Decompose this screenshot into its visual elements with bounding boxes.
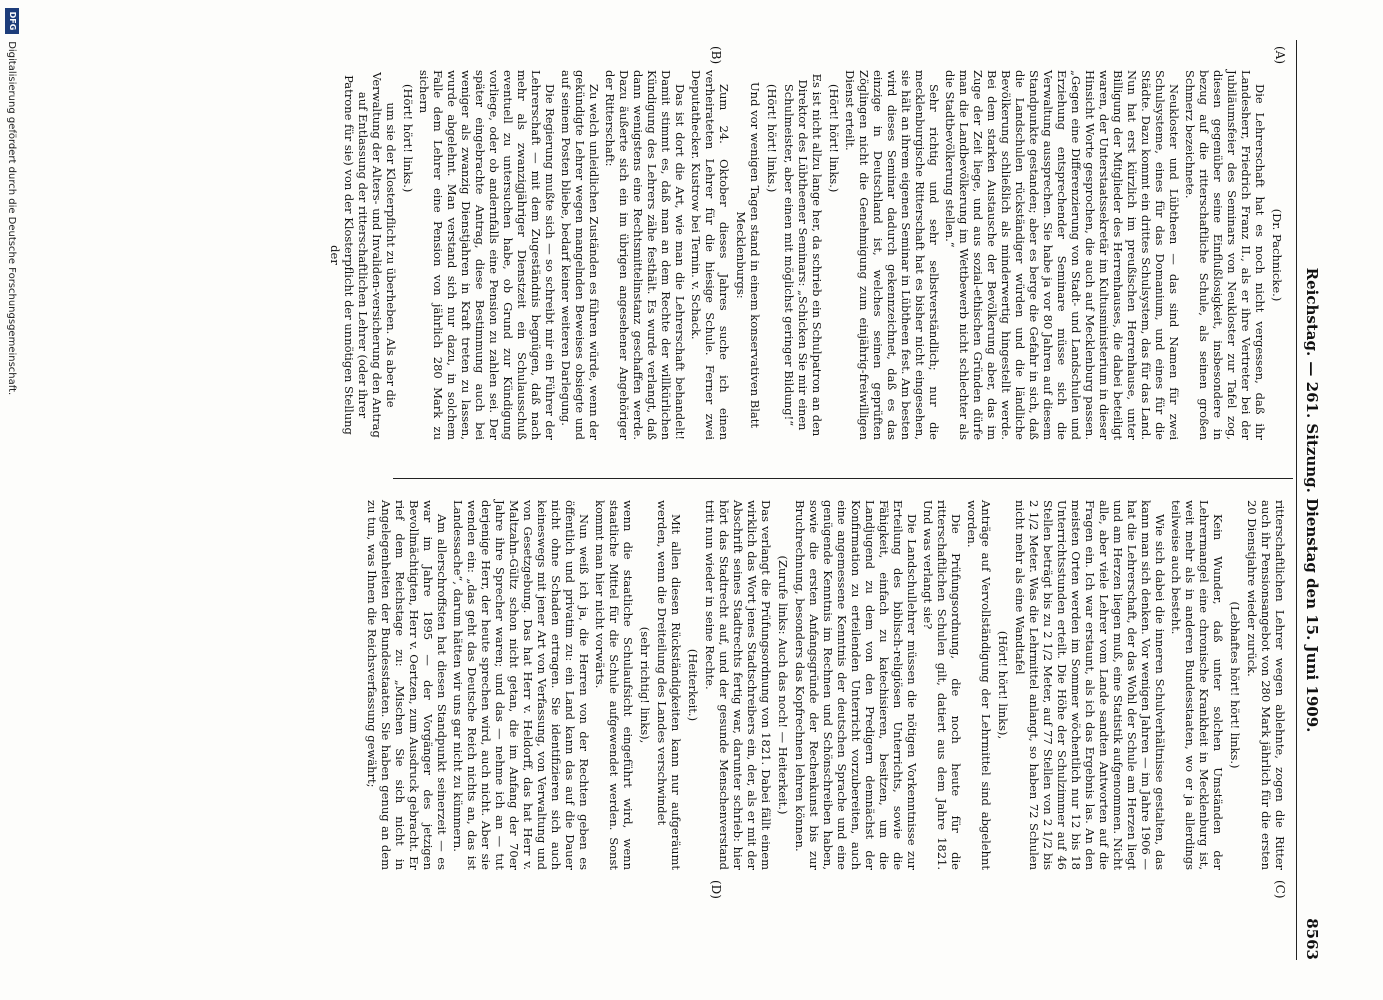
interjection: Es ist nicht allzu lange her, da schrieb ein Schulpatron an den Direktor des Lübtheener Seminars: „Schicken Sie mir einen Schulmeister, aber einen mit möglichst geringer Bildung!“ (782, 73, 824, 437)
speaker-label: (Dr. Pachnicke.) (1270, 208, 1284, 302)
paragraph: Nun weiß ich ja, die Herren von der Rechten geben es öffentlich und privatim zu: ein Land kann das auf die Dauer nicht ohne Schaden ertragen. Sie identifizieren sich auch keineswegs mit jener Art von Verfassung, von Verwaltung und von Gesetzgebung. Das hat Herr v. Heldorff, das hat Herr v. Maltzahn-Gültz schon nicht getan, die im Anfang der 70er Jahre ihre Sprecher waren; und das — nehme ich an — tut derjenige Herr, der heute sprechen wird, auch nicht. Aber sie wenden ein: „das geht das Deutsche Reich nichts an, das ist Landessache“, darum hätten wir uns gar nicht zu kümmern. (451, 500, 591, 870)
paragraph: Zum 24. Oktober dieses Jahres suche ich einen verheirateten Lehrer für die hiesige Schule. Ferner zwei Deputathecker. Kustrow bei Ternin. v. Schack. (689, 70, 731, 440)
paragraph: ritterschaftlichen Lehrer wegen ablehnte, zogen die Ritter auch ihr Pensionsangebot von 280 Mark jährlich für die ersten 20 Dienstjahre wieder zurück. (1245, 500, 1287, 870)
left-column (328, 70, 1287, 440)
dfg-logo: DFG (5, 8, 19, 34)
paragraph: Sehr richtig und sehr selbstverständlich; nur die mecklenburgische Ritterschaft hat es bisher nicht eingesehen, sie hält an ihrem eigenen Seminar in Lübtheen fest. Am besten wird dieses Seminar dadurch gekennzeichnet, daß es das einzige in Deutschland ist, welches seinen geprüften Zöglingen nicht die Genehmigung zum einjährig-freiwilligen Dienst erteilt. (843, 70, 941, 440)
interjection: Und vor wenigen Tagen stand in einem konservativen Blatt Mecklenburgs: (734, 81, 762, 429)
digitization-text: Digitalisierung gefördert durch die Deutsche Forschungsgemeinschaft. (6, 41, 17, 396)
paragraph: Am allerschroffsten hat diesen Standpunkt seinerzeit — es war im Jahre 1895 — der Vorgänger des jetzigen Bevollmächtigten, Herr v. Oertzen, zum Ausdruck gebracht. Er rief dem Reichstage zu: „Mischen Sie sich nicht in Angelegenheiten der Bundesstaaten. Sie haben genug an dem zu tun, was Ihnen die Reichsverfassung gewährt; (365, 500, 449, 870)
margin-letter-d: (D) (709, 880, 723, 899)
right-column (365, 500, 1287, 870)
paragraph: Kein Wunder, daß unter solchen Umständen der Lehrermangel eine chronische Krankheit in Mecklenburg ist, weit mehr als in anderen Bundesstaaten, wo er ja allerdings teilweise auch besteht. (1169, 500, 1225, 870)
quote: Die Landschullehrer müssen die nötigen Vorkenntnisse zur Erteilung des biblisch-religiösen Unterrichts, sowie die Fähigkeit, einfach zu katechisieren, besitzen, um die Landjugend zu dem von den Predigern demnächst der Konfirmation zu erteilenden Unterricht vorzubereiten, auch eine angemessene Kenntnis der deutschen Sprache und eine genügende Kenntnis im Rechnen und Schönschreiben haben, sowie die ersten Anfangsgründe der Rechenkunst bis zur Bruchrechnung, besonders das Kopfrechnen lehren können. (793, 500, 919, 870)
header-title: Reichstag. — 261. Sitzung. Dienstag den 15. Juni 1909. (1303, 267, 1321, 733)
interjection: (Lebhaftes hört! hört! links.) (1228, 601, 1242, 769)
paragraph: Zu welch unleidlichen Zuständen es führen würde, wenn der gekündigte Lehrer wegen mangelnden Beweises obsiegte und auf seinem Posten bliebe, bedarf keiner weiteren Darlegung. (559, 70, 601, 440)
margin-letter-c: (C) (1273, 880, 1287, 899)
paragraph: Die Lehrerschaft hat es noch nicht vergessen, daß ihr Landesherr, Friedrich Franz II., als er ihre Vertreter bei der Jubiläumsfeier des Seminars von Neukloster zur Tafel zog, diesen gegenüber seine Einflußlosigkeit, insbesondere in bezug auf die ritterschaftliche Schule, als seinen großen Schmerz bezeichnete. (1183, 70, 1267, 440)
quote: Die Regierung mußte sich — so schreibt mir ein Führer der Lehrerschaft — mit dem Zugeständnis begnügen, daß nach mehr als zwanzigjähriger Dienstzeit ein Schulausschuß eventuell zu untersuchen habe, ob Grund zur Kündigung vorliege, oder ob andernfalls eine Pension zu zahlen sei. Der später eingebrachte Antrag, diese Bestimmung auch bei weniger als zwanzig Dienstjahren in Kraft treten zu lassen, wurde abgelehnt. Man verstand sich nur dazu, in solchem Falle dem Lehrer eine Pension von jährlich 280 Mark zu sichern (417, 70, 557, 440)
quote: Das ist dort die Art, wie man die Lehrerschaft behandelt! Damit stimmt es, daß man an dem Rechte der willkürlichen Kündigung des Lehrers zähe festhält. Es wurde verlangt, daß dann wenigstens eine Rechtsmittelinstanz geschaffen werde. Dazu äußerte sich ein im übrigen angesehener Angehöriger der Ritterschaft: (603, 70, 687, 440)
page-header (1296, 40, 1323, 960)
margin-letter-a: (A) (1273, 46, 1287, 65)
paragraph: Die Prüfungsordnung, die noch heute für die ritterschaftlichen Schulen gilt, datiert aus dem Jahre 1821. Und was verlangt sie? (921, 500, 963, 870)
paragraph: Wie sich dabei die inneren Schulverhältnisse gestalten, das kann man sich denken. Vor wenigen Jahren — im Jahre 1906 — hat die Lehrerschaft, der das Wohl der Schule am Herzen liegt und am Herzen liegen muß, eine Statistik aufgenommen. Nicht alle, aber viele Lehrer vom Lande sandten Antworten auf die Fragen ein. Ich war erstaunt, als ich das Ergebnis las. An den meisten Orten werden im Sommer wöchentlich nur 12 bis 18 Unterrichtsstunden erteilt. Die Höhe der Schulzimmer auf 46 Stellen beträgt bis zu 2 1/2 Meter, auf 77 Stellen von 2 1/2 bis 2 1/2 Meter. Was die Lehrmittel anlangt, so haben 72 Schulen nicht mehr als eine Wandtafel (1013, 500, 1167, 870)
paragraph: (Hört! hört! links.) (401, 84, 415, 193)
paragraph: (Hört! hört! links.) (765, 84, 779, 193)
margin-letter-b: (B) (709, 46, 723, 65)
interjection: um sie der Klosterpflicht zu überheben. Als aber die Verwaltung der Alters- und Invaliden-versicherung den Antrag auf Entlassung der ritterschaftlichen Lehrer (oder ihrer Patrone für sie) von der Klosterpflicht der unnötigen Stellung der (328, 72, 398, 438)
column-divider (393, 478, 1293, 479)
interjection: (sehr richtig! links), (638, 626, 652, 744)
paragraph: (Hört! hört! links.) (827, 84, 841, 193)
digitization-note (0, 0, 22, 1000)
paragraph: Das verlangt die Prüfungsordnung von 1821. Dabei fällt einem wirklich das Wort jenes Stadtschreibers ein, der, als er mit der Abschrift seines Stadtrechts fertig war, darunter schrieb: hier hört das Stadtrecht auf, und der gesunde Menschenverstand tritt nun wieder in seine Rechte. (703, 500, 773, 870)
interjection: (Zurufe links: Auch das noch! — Heiterkeit.) (776, 555, 790, 815)
page-number: 8563 (1303, 918, 1321, 960)
paragraph: Mit allen diesen Rückständigkeiten kann nur aufgeräumt werden, wenn die Dreiteilung des Landes verschwindet (655, 500, 683, 870)
interjection: (Heiterkeit.) (686, 648, 700, 722)
paragraph: wenn die staatliche Schulaufsicht eingeführt wird, wenn staatliche Mittel für die Schule aufgewendet werden. Sonst kommt man hier nicht vorwärts. (593, 500, 635, 870)
paragraph: Anträge auf Vervollständigung der Lehrmittel sind abgelehnt worden. (965, 500, 993, 870)
interjection: (Hört! hört! links), (996, 630, 1010, 740)
paragraph: Neukloster und Lübtheen — das sind Namen für zwei Schulsysteme, eines für das Domanium, und eines für die Städte. Dazu kommt ein drittes Schulsystem, das für das Land. Nun hat erst kürzlich im preußischen Herrenhause, unter Billigung der Mitglieder des Herrenhauses, die dabei beteiligt waren, der Unterstaatssekretär im Kultusministerium in dieser Hinsicht Worte gesprochen, die auch auf Mecklenburg passen. „Gegen eine Differenzierung von Stadt- und Landschulen und Erziehung entsprechender Seminare müsse sich die Verwaltung aussprechen. Sie habe ja vor 80 Jahren auf diesem Standpunkte gestanden; aber es berge die Gefahr in sich, daß die Landschulen rückständiger würden und die ländliche Bevölkerung schließlich als minderwertig hingestellt werde. Bei dem starken Austausche der Bevölkerung aber, das im Zuge der Zeit liege, und aus sozial-ethischen Gründen dürfe man die Landbevölkerung im Wettbewerb nicht schlechter als die Stadtbevölkerung stellen.“ (943, 70, 1181, 440)
